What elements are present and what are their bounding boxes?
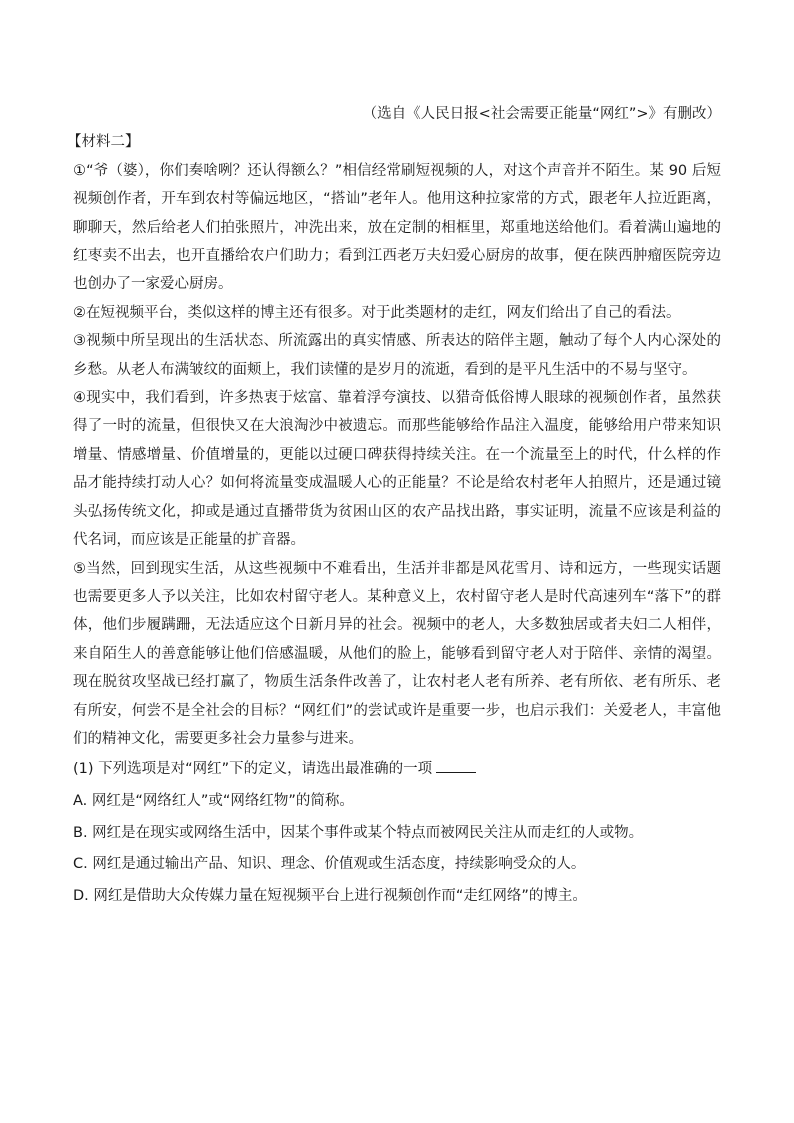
- answer-blank[interactable]: [436, 757, 476, 773]
- option-b: B. 网红是在现实或网络生活中，因某个事件或某个特点而被网民关注从而走红的人或物。: [73, 824, 644, 841]
- option-a: A. 网红是“网络红人”或“网络红物”的简称。: [73, 792, 354, 809]
- paragraph-5: ⑤当然，回到现实生活，从这些视频中不难看出，生活并非都是风花雪月、诗和远方，一些现实话题也需要更多人予以关注，比如农村留守老人。某种意义上，农村留守老人是时代高速列车“落下”的群体，他们步履蹒跚，无法适应这个日新月异的社会。视频中的老人，大多数独居或者夫妇二人相伴，来自陌生人的善意能够让他们倍感温暖，从他们的脸上，能够看到留守老人对于陪伴、亲情的渴望。现在脱贫攻坚战已经打赢了，物质生活条件改善了，让农村老人老有所养、老有所依、老有所乐、老有所安，何尝不是全社会的目标？“网红们”的尝试或许是重要一步，也启示我们：关爱老人，丰富他们的精神文化，需要更多社会力量参与进来。: [73, 560, 721, 747]
- document-page: [67, 100, 721, 910]
- question-1: [73, 755, 721, 783]
- paragraph-1: ①“爷（婆），你们奏啥咧？还认得额么？”相信经常刷短视频的人，对这个声音并不陌生。某 90 后短视频创作者，开车到农村等偏远地区，“搭讪”老年人。他用这种拉家常的方式，跟老年人拉近距离，聊聊天，然后给老人们拍张照片，冲洗出来，放在定制的相框里，郑重地送给他们。看着满山遍地的红枣卖不出去，也开直播给农户们助力；看到江西老万夫妇爱心厨房的故事，便在陕西肿瘤医院旁边也创办了一家爱心厨房。: [73, 162, 721, 293]
- question-stem: (1) 下列选项是对“网红”下的定义，请选出最准确的一项: [73, 761, 433, 778]
- source-note: （选自《人民日报<社会需要正能量“网红”>》有删改）: [362, 106, 721, 122]
- paragraph-3: ③视频中所呈现出的生活状态、所流露出的真实情感、所表达的陪伴主题，触动了每个人内心深处的乡愁。从老人布满皱纹的面颊上，我们读懂的是岁月的流逝，看到的是平凡生活中的不易与坚守。: [73, 333, 721, 378]
- paragraph-2: ②在短视频平台，类似这样的博主还有很多。对于此类题材的走红，网友们给出了自己的看法。: [73, 304, 681, 321]
- option-d: D. 网红是借助大众传媒力量在短视频平台上进行视频创作而“走红网络”的博主。: [73, 887, 587, 904]
- material-heading: 【材料二】: [67, 134, 140, 151]
- option-c: C. 网红是通过输出产品、知识、理念、价值观或生活态度，持续影响受众的人。: [73, 856, 586, 873]
- paragraph-4: ④现实中，我们看到，许多热衷于炫富、靠着浮夸演技、以猎奇低俗博人眼球的视频创作者，虽然获得了一时的流量，但很快又在大浪淘沙中被遗忘。而那些能够给作品注入温度，能够给用户带来知识增量、情感增量、价值增量的，更能以过硬口碑获得持续关注。在一个流量至上的时代，什么样的作品才能持续打动人心？如何将流量变成温暖人心的正能量？不论是给农村老年人拍照片，还是通过镜头弘扬传统文化，抑或是通过直播带货为贫困山区的农产品找出路，事实证明，流量不应该是利益的代名词，而应该是正能量的扩音器。: [73, 390, 721, 549]
